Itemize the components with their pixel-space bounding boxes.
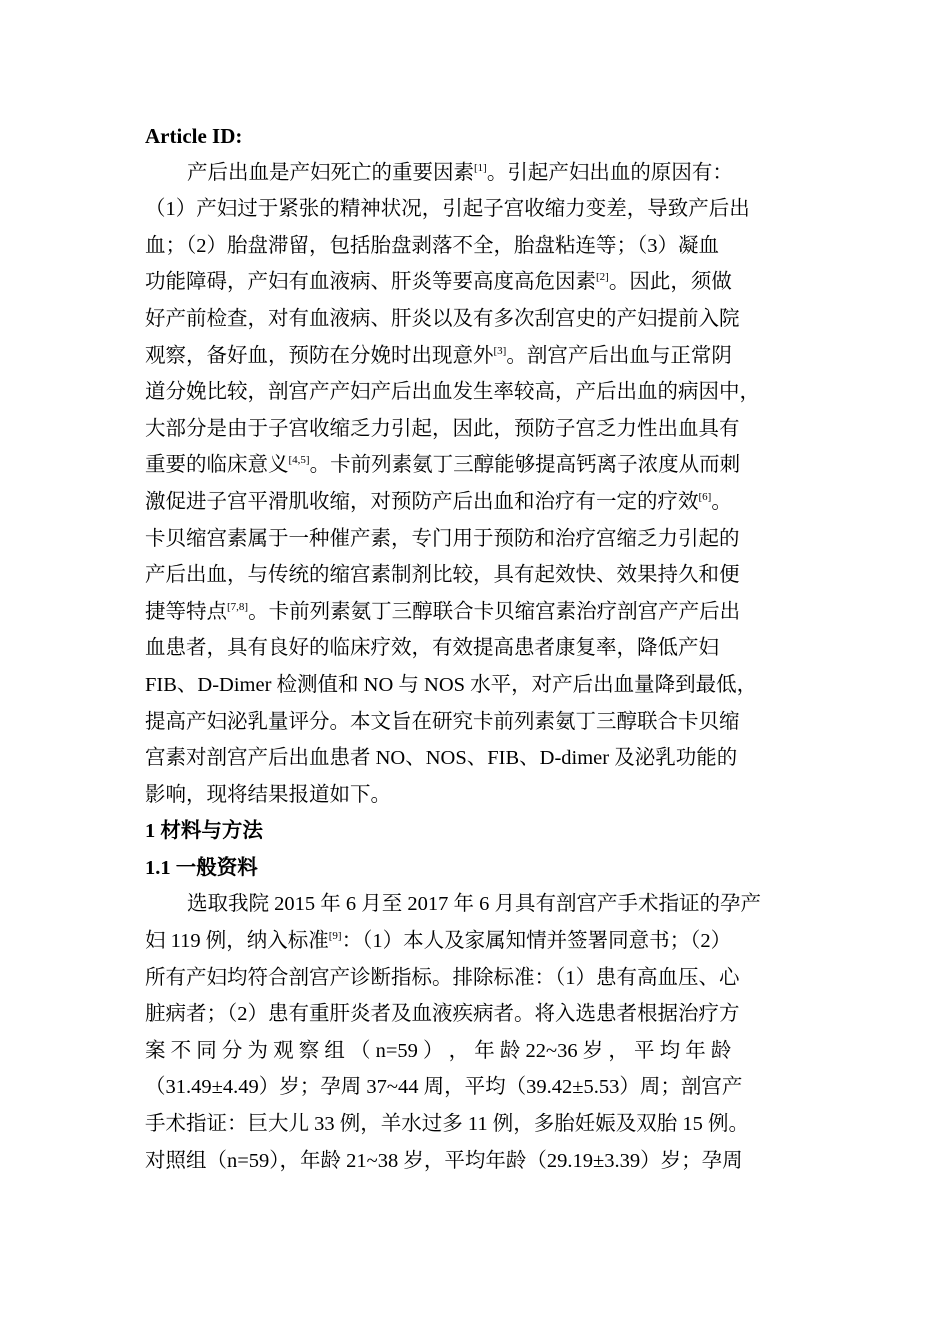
intro-line-18: 影响，现将结果报道如下。 [145,783,391,806]
intro-line-10 [145,484,805,521]
intro-text: 捷等特点 [145,600,227,623]
intro-line-12: 产后出血，与传统的缩宫素制剂比较，具有起效快、效果持久和便 [145,564,740,587]
intro-line-8: 大部分是由于子宫收缩乏力引起，因此，预防子宫乏力性出血具有 [145,417,740,440]
intro-text: 。因此，须做 [608,271,732,294]
intro-line-3: 血；（2）胎盘滞留，包括胎盘剥落不全，胎盘粘连等；（3）凝血 [145,234,719,257]
intro-text: 重要的临床意义 [145,454,289,477]
intro-text: 激促进子宫平滑肌收缩，对预防产后出血和治疗有一定的疗效 [145,490,699,513]
intro-text: 。 [711,490,732,513]
citation-ref: [3] [493,344,507,357]
general-text: ：（1）本人及家属知情并签署同意书；（2） [341,930,732,953]
citation-ref: [2] [596,271,609,284]
general-line-7: 手术指证：巨大儿 33 例，羊水过多 11 例，多胎妊娠及双胎 15 例。 [145,1113,749,1136]
citation-ref: [9] [328,930,342,943]
intro-line-5: 好产前检查，对有血液病、肝炎以及有多次刮宫史的产妇提前入院 [145,307,740,330]
intro-line-1 [145,155,805,192]
intro-line-16: 提高产妇泌乳量评分。本文旨在研究卡前列素氨丁三醇联合卡贝缩 [145,710,740,733]
intro-line-14: 血患者，具有良好的临床疗效，有效提高患者康复率，降低产妇 [145,637,719,660]
intro-line-6 [145,338,805,375]
intro-line-2: （1）产妇过于紧张的精神状况，引起子宫收缩力变差，导致产后出 [145,198,750,221]
intro-line-13 [145,594,805,631]
intro-text: 。剖宫产后出血与正常阴 [506,344,732,367]
general-line-4: 脏病者；（2）患有重肝炎者及血液疾病者。将入选患者根据治疗方 [145,1003,740,1026]
subsection-heading: 1.1 一般资料 [145,856,258,879]
general-line-3: 所有产妇均符合剖宫产诊断指标。排除标准：（1）患有高血压、心 [145,966,740,989]
general-line-5: 案 不 同 分 为 观 察 组 （ n=59 ） ， 年 龄 22~36 岁 ， 平 均 年 龄 [145,1039,732,1062]
intro-line-11: 卡贝缩宫素属于一种催产素，专门用于预防和治疗宫缩乏力引起的 [145,527,740,550]
intro-text: 产后出血是产妇死亡的重要因素 [187,161,474,184]
general-line-2 [145,923,805,960]
citation-ref: [7,8] [227,600,249,613]
intro-line-7: 道分娩比较，剖宫产产妇产后出血发生率较高，产后出血的病因中， [145,381,760,404]
intro-text: 功能障碍，产妇有血液病、肝炎等要高度高危因素 [145,271,596,294]
general-line-8: 对照组（n=59），年龄 21~38 岁，平均年龄（29.19±3.39）岁；孕周 [145,1149,743,1172]
citation-ref: [4,5] [288,454,310,467]
intro-line-15: FIB、D-Dimer 检测值和 NO 与 NOS 水平，对产后出血量降到最低， [145,673,758,696]
general-line-1: 选取我院 2015 年 6 月至 2017 年 6 月具有剖宫产手术指证的孕产 [187,893,761,916]
document-page [145,118,805,1179]
intro-line-9 [145,447,805,484]
intro-line-17: 宫素对剖宫产后出血患者 NO、NOS、FIB、D-dimer 及泌乳功能的 [145,747,738,770]
citation-ref: [6] [698,490,712,503]
article-id-label: Article ID: [145,124,243,148]
intro-line-4 [145,264,805,301]
intro-text: 。卡前列素氨丁三醇能够提高钙离子浓度从而刺 [309,454,741,477]
intro-text: 。卡前列素氨丁三醇联合卡贝缩宫素治疗剖宫产产后出 [248,600,741,623]
section-heading: 1 材料与方法 [145,820,263,843]
citation-ref: [1] [474,161,487,174]
intro-text: 。引起产妇出血的原因有： [486,161,733,184]
intro-text: 观察，备好血，预防在分娩时出现意外 [145,344,494,367]
general-line-6: （31.49±4.49）岁；孕周 37~44 周，平均（39.42±5.53）周；剖宫产 [145,1076,743,1099]
general-text: 妇 119 例，纳入标准 [145,930,329,953]
